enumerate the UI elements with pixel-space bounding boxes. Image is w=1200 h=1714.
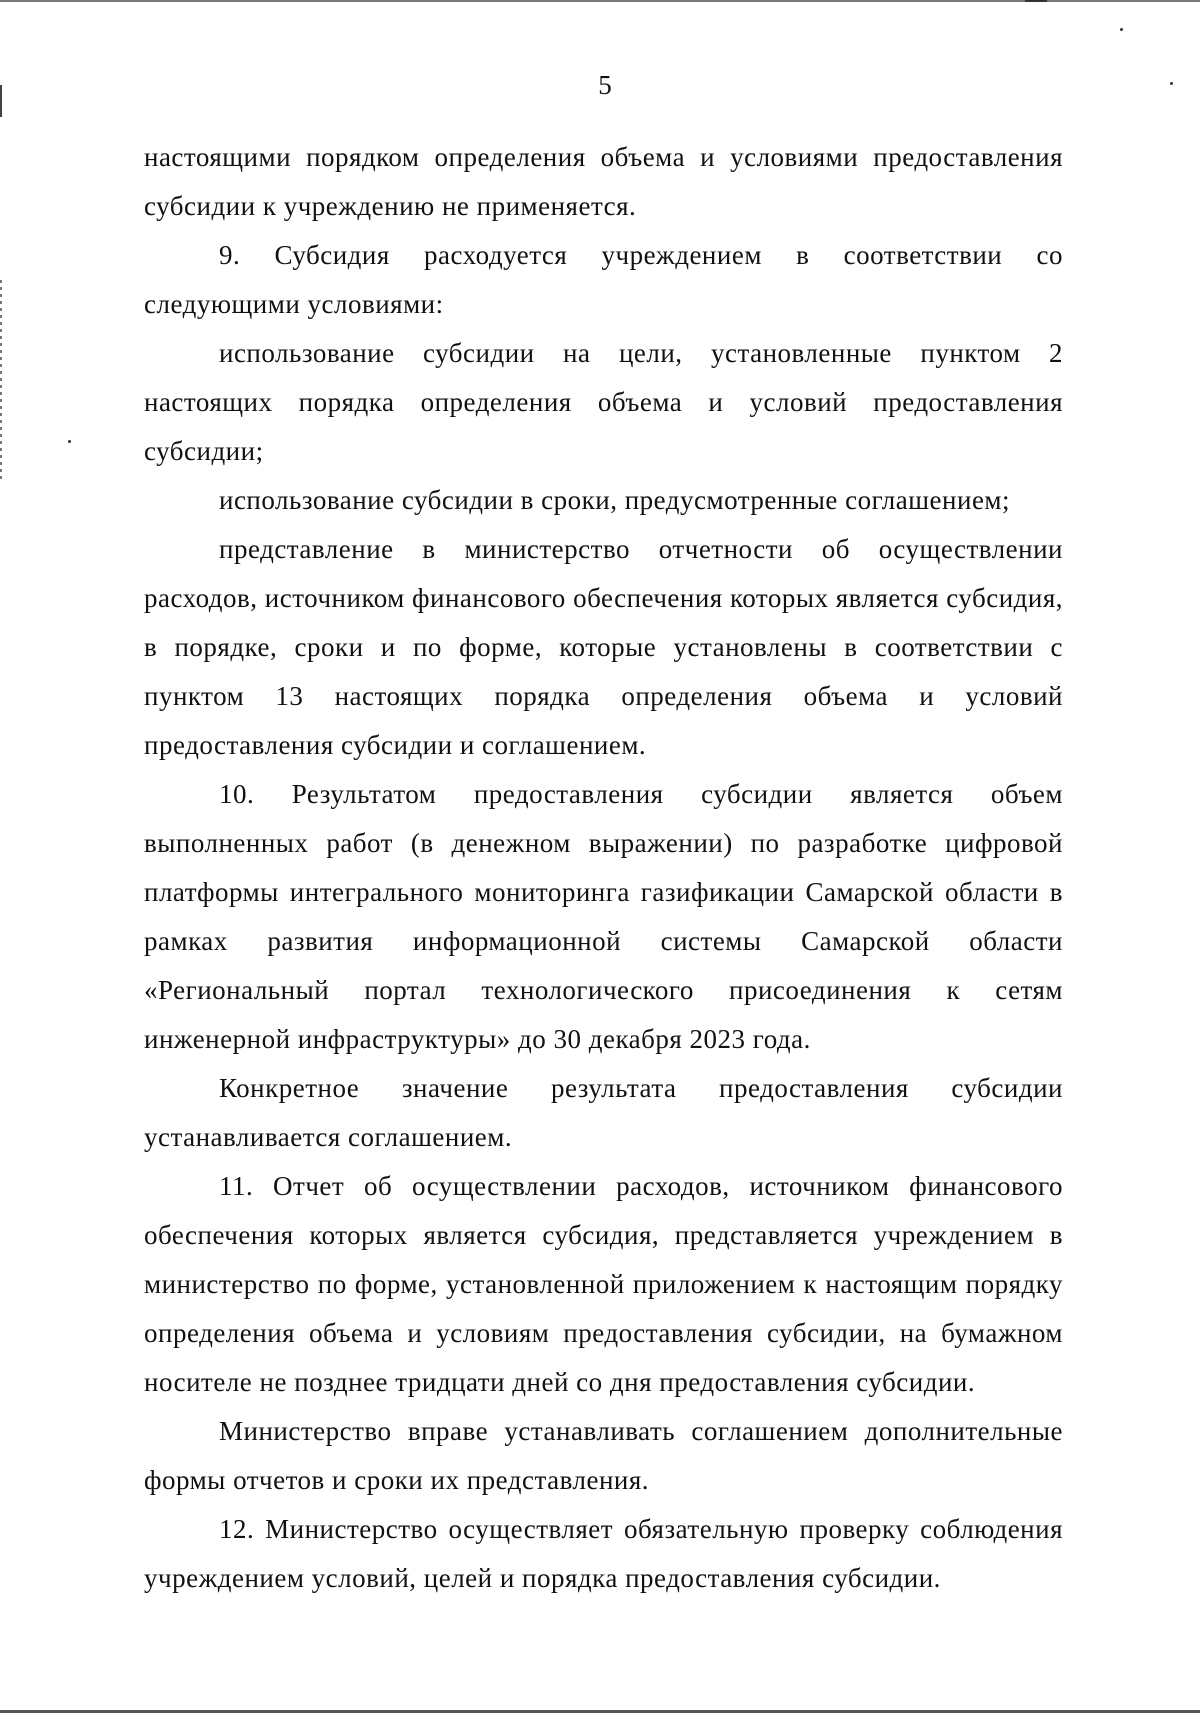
scan-speck (68, 440, 71, 443)
paragraph: настоящими порядком определения объема и условиями предоставления субсидии к учреждению не применяется. (144, 142, 1063, 221)
paragraph: 10. Результатом предоставления субсидии является объем выполненных работ (в денежном выражении) по разработке цифровой платформы интегрального мониторинга газификации Самарской области в рамках развития информационной системы Самарской области «Региональный портал технологического присоединения к сетям инженерной инфраструктуры» до 30 декабря 2023 года. (144, 779, 1063, 1054)
paragraph: 9. Субсидия расходуется учреждением в соответствии со следующими условиями: (144, 240, 1063, 319)
page-number: 5 (598, 70, 612, 100)
scan-top-edge (0, 0, 1200, 2)
document-body (144, 133, 1063, 1603)
scan-top-mark (1025, 0, 1047, 2)
paragraph: Конкретное значение результата предоставления субсидии устанавливается соглашением. (144, 1073, 1063, 1152)
scan-bottom-edge (0, 1710, 1200, 1713)
paragraph: представление в министерство отчетности об осуществлении расходов, источником финансового обеспечения которых является субсидия, в порядке, сроки и по форме, которые установлены в соответствии с пунктом 13 настоящих порядка определения объема и условий предоставления субсидии и соглашением. (144, 534, 1063, 760)
paragraph: 12. Министерство осуществляет обязательную проверку соблюдения учреждением условий, целей и порядка предоставления субсидии. (144, 1514, 1063, 1593)
paragraph: 11. Отчет об осуществлении расходов, источником финансового обеспечения которых является субсидия, представляется учреждением в министерство по форме, установленной приложением к настоящим порядку определения объема и условиям предоставления субсидии, на бумажном носителе не позднее тридцати дней со дня предоставления субсидии. (144, 1171, 1063, 1397)
scan-left-edge (0, 85, 2, 117)
paragraph: Министерство вправе устанавливать соглашением дополнительные формы отчетов и сроки их представления. (144, 1416, 1063, 1495)
paragraph: использование субсидии в сроки, предусмотренные соглашением; (219, 485, 1011, 515)
paragraph: использование субсидии на цели, установленные пунктом 2 настоящих порядка определения объема и условий предоставления субсидии; (144, 338, 1063, 466)
scan-speck (1170, 82, 1173, 85)
scan-left-dots (0, 280, 2, 480)
scan-speck (1120, 28, 1123, 31)
